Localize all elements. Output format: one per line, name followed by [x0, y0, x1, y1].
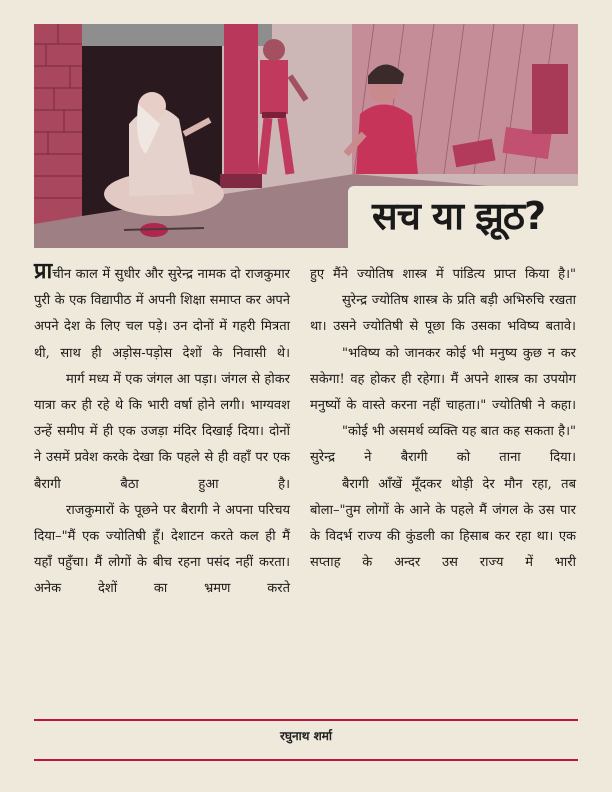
footer-rule-bottom — [34, 759, 578, 761]
footer-rule-top — [34, 719, 578, 721]
drop-cap: प्रा — [34, 258, 53, 284]
left-column — [34, 258, 290, 603]
paragraph-1 — [34, 258, 290, 367]
paragraph-5: सुरेन्द्र ज्योतिष शास्त्र के प्रति बड़ी अभिरुचि रखता था। उसने ज्योतिषी से पूछा कि उसका भविष्य बतावे। — [310, 293, 576, 335]
paragraph-2: मार्ग मध्य में एक जंगल आ पड़ा। जंगल से होकर यात्रा कर ही रहे थे कि भारी वर्षा होने लगी। भाग्यवश उन्हें समीप में ही एक उजड़ा मंदिर दिखाई दिया। दोनों ने उसमें प्रवेश करके देखा कि पहले से ही वहाँ पर एक बैरागी बैठा हुआ है। — [34, 371, 290, 492]
author-name: रघुनाथ शर्मा — [279, 729, 333, 743]
paragraph-4: हुए मैंने ज्योतिष शास्त्र में पांडित्य प्राप्त किया है।" — [310, 267, 576, 282]
paragraph-6: "भविष्य को जानकर कोई भी मनुष्य कुछ न कर सकेगा! वह होकर ही रहेगा। मैं अपने शास्त्र का उपयोग मनुष्यों के वास्ते करना नहीं चाहता।" ज्योतिषी ने कहा। — [310, 345, 576, 414]
paragraph-3: राजकुमारों के पूछने पर बैरागी ने अपना परिचय दिया–"मैं एक ज्योतिषी हूँ। देशाटन करते कल ही मैं यहाँ पहुँचा। मैं लोगों के बीच रहना पसंद नहीं करता। अनेक देशों का भ्रमण करते — [34, 502, 290, 597]
paragraph-7: "कोई भी असमर्थ व्यक्ति यह बात कह सकता है।" सुरेन्द्र ने बैरागी को ताना दिया। — [310, 424, 576, 466]
paragraph-1-text: चीन काल में सुधीर और सुरेन्द्र नामक दो राजकुमार पुरी के एक विद्यापीठ में अपनी शिक्षा समाप्त कर अपने अपने देश के लिए चल पड़े। उन दोनों में गहरी मित्रता थी, साथ ही अड़ोस-पड़ोस देशों के निवासी थे। — [34, 267, 290, 361]
story-title: सच या झूठ? — [372, 194, 546, 238]
paragraph-8: बैरागी आँखें मूँदकर थोड़ी देर मौन रहा, तब बोला–"तुम लोगों के आने के पहले मैं जंगल के उस पार के विदर्भ राज्य की कुंडली का हिसाब कर रहा था। एक सप्ताह के अन्दर उस राज्य में भारी — [310, 476, 576, 571]
right-column — [310, 262, 576, 576]
